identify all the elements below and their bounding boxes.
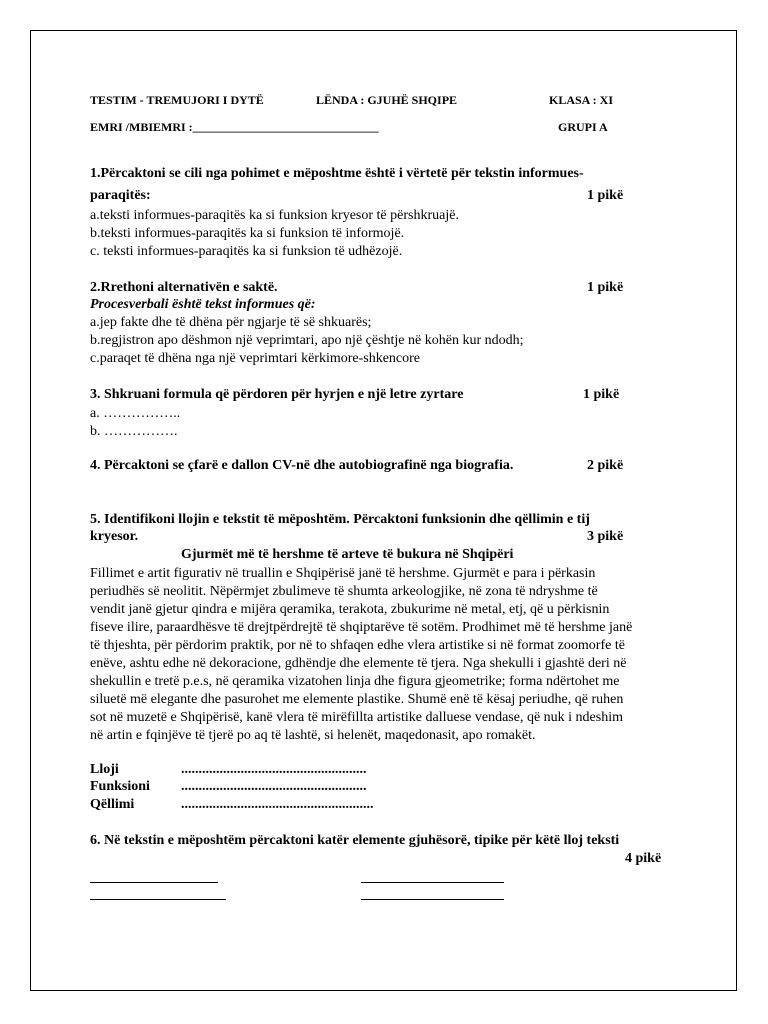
passage-line: vendit janë gjetur qindra e mijëra qeramika, terakota, zbukurime në metal, etj, që u përkisnin <box>90 602 610 617</box>
q1-points: 1 pikë <box>587 188 624 203</box>
passage-line: siluetë më elegante dhe pasurohet me elemente plastike. Shumë enë të kësaj periudhe, që ruhen <box>90 692 624 707</box>
subject-label: LËNDA : GJUHË SHQIPE <box>316 93 458 107</box>
field-label-funksioni: Funksioni <box>90 779 150 794</box>
passage-line: sot në muzetë e Shqipërisë, kanë vlera të mirëfillta artistike dalluese vendase, që nuk i ndeshim <box>90 710 623 725</box>
passage-line: shekullin e tretë p.e.s, në qeramika vizatohen linja dhe figura gjeometrike; forma ndërtohet me <box>90 674 620 689</box>
q5-line1: 5. Identifikoni llojin e tekstit të mëposhtëm. Përcaktoni funksionin dhe qëllimin e tij <box>90 512 590 527</box>
q1-line2: paraqitës: <box>90 188 151 203</box>
q2-option-c: c.paraqet të dhëna nga një veprimtari kërkimore-shkencore <box>90 351 421 366</box>
q2-points: 1 pikë <box>587 280 624 295</box>
answer-line <box>361 899 504 900</box>
q4-points: 2 pikë <box>587 458 624 473</box>
q4-title: 4. Përcaktoni se çfarë e dallon CV-në dhe autobiografinë nga biografia. <box>90 458 514 473</box>
passage-line: fiseve ilire, paraardhësve të drejtpërdrejtë të shqiptarëve të sotëm. Prodhimet më të hershme janë <box>90 620 633 635</box>
passage-line: periudhës së neolitit. Nëpërmjet zbulimeve të shumta arkeologjike, në zona të ndryshme të <box>90 584 598 599</box>
field-dots-lloji: ..................................................... <box>181 762 367 777</box>
q3-answer-b: b. ……………. <box>90 424 178 439</box>
q2-option-b: b.regjistron apo dëshmon një veprimtari, apo një çështje në kohën kur ndodh; <box>90 333 524 348</box>
q2-stem: Procesverbali është tekst informues që: <box>90 297 316 312</box>
field-label-qellimi: Qëllimi <box>90 797 135 812</box>
field-dots-qellimi: ....................................................... <box>181 797 374 812</box>
group-label: GRUPI A <box>558 120 608 134</box>
answer-line <box>90 882 218 883</box>
q5-line2: kryesor. <box>90 529 139 544</box>
q1-option-a: a.teksti informues-paraqitës ka si funksion kryesor të përshkruajë. <box>90 208 459 223</box>
q6-title: 6. Në tekstin e mëposhtëm përcaktoni katër elemente gjuhësorë, tipike për këtë lloj teksti <box>90 833 620 848</box>
field-label-lloji: Lloji <box>90 762 119 777</box>
q6-points: 4 pikë <box>625 851 662 866</box>
q1-option-c: c. teksti informues-paraqitës ka si funksion të udhëzojë. <box>90 244 403 259</box>
passage-line: në artin e fqinjëve të tjerë po aq të lashtë, si helenët, maqedonasit, apo romakët. <box>90 728 536 743</box>
passage-line: Fillimet e artit figurativ në truallin e Shqipërisë janë të hershme. Gjurmët e para i përkasin <box>90 566 596 581</box>
q5-points: 3 pikë <box>587 529 624 544</box>
answer-line <box>90 899 226 900</box>
q2-title: 2.Rrethoni alternativën e saktë. <box>90 280 278 295</box>
q3-title: 3. Shkruani formula që përdoren për hyrjen e një letre zyrtare <box>90 387 464 402</box>
passage-text <box>90 565 680 745</box>
passage-title: Gjurmët më të hershme të arteve të bukura në Shqipëri <box>181 547 514 562</box>
q1-option-b: b.teksti informues-paraqitës ka si funksion të informojë. <box>90 226 405 241</box>
q2-option-a: a.jep fakte dhe të dhëna për ngjarje të së shkuarës; <box>90 315 372 330</box>
passage-line: të thjeshta, për përdorim praktik, por në to shfaqen edhe vlera artistike si në format zoomorfe të <box>90 638 625 653</box>
class-label: KLASA : XI <box>549 93 614 107</box>
answer-line <box>361 882 504 883</box>
q3-points: 1 pikë <box>583 387 620 402</box>
test-title: TESTIM - TREMUJORI I DYTË <box>90 93 264 107</box>
passage-line: enëve, ashtu edhe në dekoracione, gdhëndje dhe elemente të tjera. Nga shekulli i gjashtë deri në <box>90 656 627 671</box>
name-field: EMRI /MBIEMRI :_______________________________ <box>90 120 379 134</box>
q1-line1: 1.Përcaktoni se cili nga pohimet e mëposhtme është i vërtetë për tekstin informues- <box>90 166 584 181</box>
field-dots-funksioni: ..................................................... <box>181 779 367 794</box>
q3-answer-a: a. …………….. <box>90 406 181 421</box>
